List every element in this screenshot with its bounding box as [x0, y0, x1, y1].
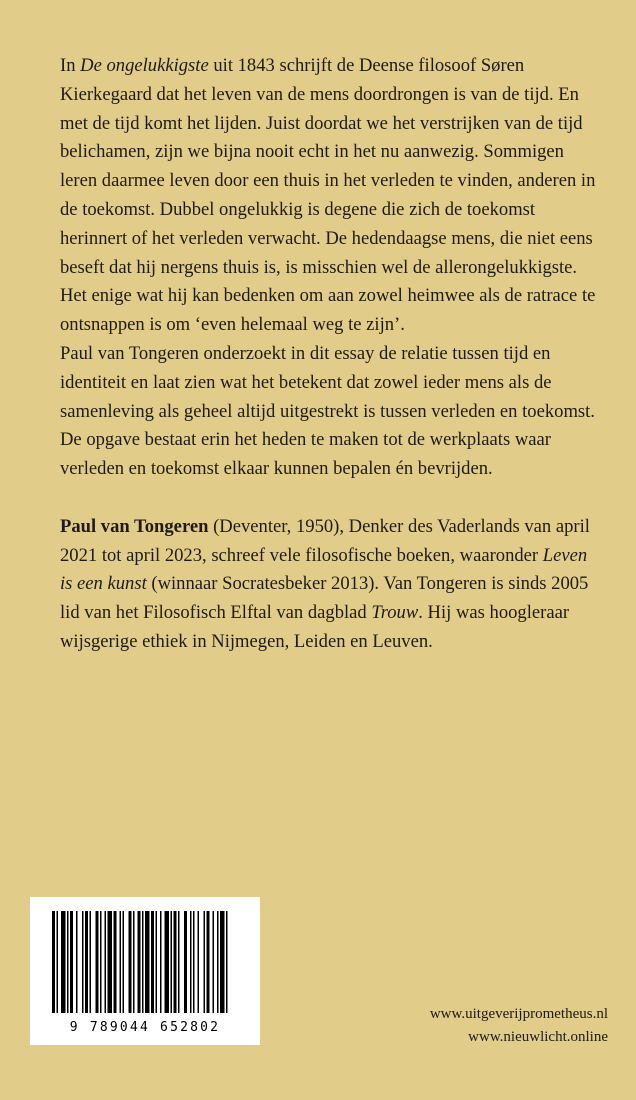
barcode-bar: [52, 911, 55, 1013]
barcode-bar: [133, 911, 135, 1013]
bio-part-1: (Deventer, 1950), Denker des Vaderlands van april 2021 tot april 2023, schreef vele filosofische boeken, waaronder: [60, 515, 590, 566]
barcode-bar: [171, 911, 173, 1013]
imprint-url[interactable]: www.nieuwlicht.online: [468, 1029, 608, 1045]
barcode-bar: [82, 911, 84, 1013]
bio-book-title: Leven is een kunst: [60, 544, 588, 595]
publisher-urls: [430, 1003, 608, 1049]
barcode-bar: [76, 911, 78, 1013]
barcode-bar: [129, 911, 132, 1013]
barcode-bar: [204, 911, 206, 1013]
barcode-bar: [184, 911, 187, 1013]
barcode-bar: [114, 911, 117, 1013]
barcode-bar: [217, 911, 219, 1013]
barcode-bar: [165, 911, 170, 1013]
barcode-bar: [67, 911, 69, 1013]
isbn-barcode: [30, 897, 260, 1045]
publisher-url[interactable]: www.uitgeverijprometheus.nl: [429, 1006, 608, 1022]
barcode-bar: [151, 911, 154, 1013]
barcode-bar: [70, 911, 73, 1013]
barcode-bar: [145, 911, 150, 1013]
barcode-bar: [105, 911, 107, 1013]
barcode-bar: [90, 911, 92, 1013]
barcode-bar: [57, 911, 59, 1013]
barcode-bar: [108, 911, 113, 1013]
barcode-bar: [220, 911, 225, 1013]
barcode-bar: [138, 911, 141, 1013]
barcode-bar: [213, 911, 215, 1013]
barcode-bar: [120, 911, 122, 1013]
barcode-bar: [85, 911, 88, 1013]
blurb-body: uit 1843 schrijft de Deense filosoof Søren Kierkegaard dat het leven van de mens doordrongen is van de tijd. En met de tijd komt het lijden. Juist doordat we het verstrijken van de tijd belichamen, zijn we bijna nooit echt in het nu aanwezig. Sommigen leren daarmee leven door een thuis in het verleden te vinden, anderen in de toekomst. Dubbel ongelukkig is degene die zich de toekomst herinnert of het verleden verwacht. De hedendaagse mens, die niet eens beseft dat hij nergens thuis is, is misschien wel de allerongelukkigste. Het enige wat hij kan bedenken om aan zowel heimwee als de ratrace te ontsnappen is om ‘even helemaal weg te zijn’.: [60, 55, 596, 336]
barcode-bar: [61, 911, 66, 1013]
bio-part-3: . Hij was hoogleraar wijsgerige ethiek in Nijmegen, Leiden en Leuven.: [60, 602, 570, 652]
barcode-bar: [190, 911, 192, 1013]
blurb-paragraph-1: [60, 52, 600, 340]
author-name: Paul van Tongeren: [60, 515, 209, 537]
barcode-bar: [193, 911, 195, 1013]
barcode-bar: [198, 911, 200, 1013]
blurb-text: [60, 52, 600, 657]
bio-part-2: (winnaar Socratesbeker 2013). Van Tongeren is sinds 2005 lid van het Filosofisch Elftal van dagblad: [60, 573, 589, 624]
barcode-bar: [174, 911, 177, 1013]
barcode-bar: [96, 911, 99, 1013]
barcode-bar: [207, 911, 210, 1013]
blurb-paragraph-2: Paul van Tongeren onderzoekt in dit essay de relatie tussen tijd en identiteit en laat zien wat het betekent dat zowel ieder mens als de samenleving als geheel altijd uitgestrekt is tussen verleden en toekomst. De opgave bestaat erin het heden te maken tot de werkplaats waar verleden en toekomst elkaar kunnen bepalen én bevrijden.: [60, 342, 595, 480]
barcode-bar: [160, 911, 162, 1013]
barcode-bar: [100, 911, 102, 1013]
barcode-bar: [178, 911, 180, 1013]
barcode-bar: [142, 911, 144, 1013]
barcode-bar: [156, 911, 158, 1013]
barcode-bar: [226, 911, 228, 1013]
isbn-number: 9 789044 652802: [69, 1020, 221, 1035]
blurb-intro: In: [60, 55, 81, 76]
barcode-bar: [123, 911, 125, 1013]
author-bio: [60, 513, 600, 657]
bio-newspaper-title: Trouw: [371, 602, 419, 624]
book-title-reference: De ongelukkigste: [80, 55, 209, 76]
